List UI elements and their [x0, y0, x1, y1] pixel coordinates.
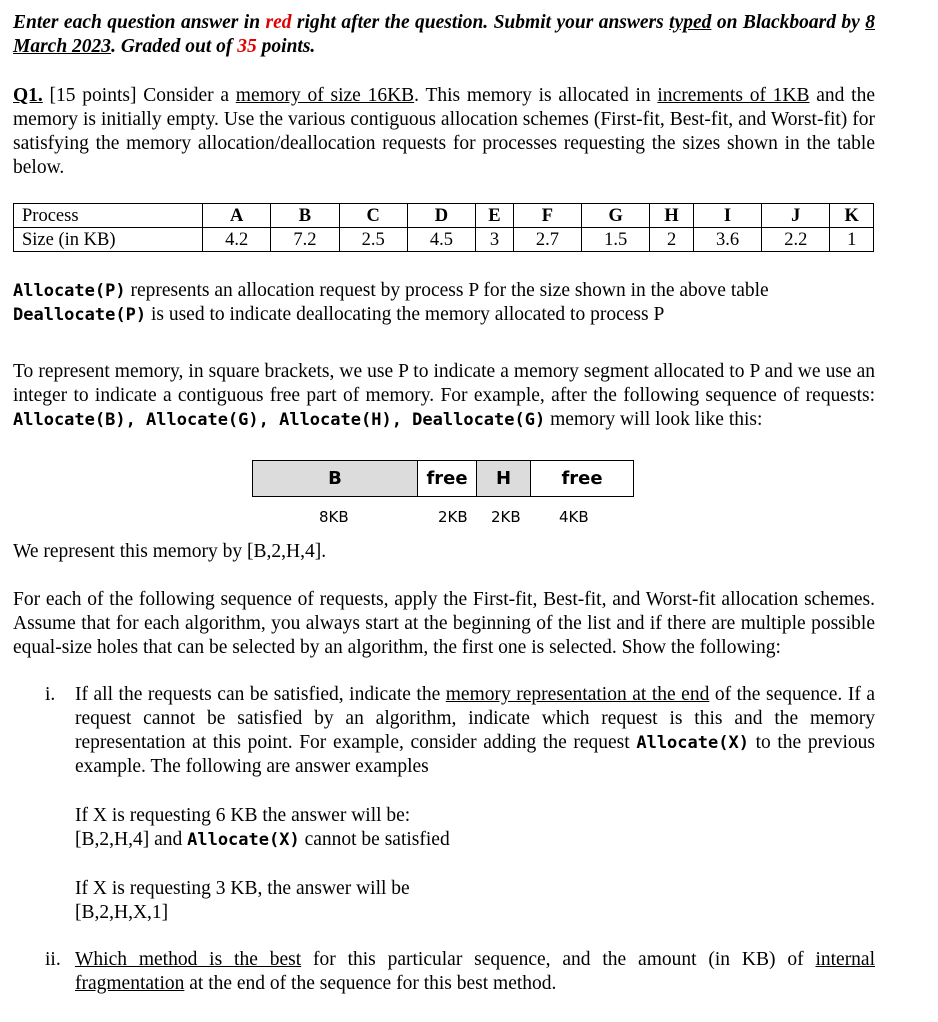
size-cell: 2.5	[339, 228, 407, 252]
size-cell: 2.7	[513, 228, 581, 252]
size-cell: 3	[476, 228, 514, 252]
q1-intro: Q1. [15 points] Consider a memory of size 16KB. This memory is allocated in increments of 1KB and the memory is initially empty. Use the various contiguous allocation schemes (First-fit, Best-fit, and Worst-fit) for satisfying the memory allocation/deallocation requests for processes requesting the sizes shown in the table below.	[13, 85, 876, 178]
instructions-text: For each of the following sequence of requests, apply the First-fit, Best-fit, and Worst-fit allocation schemes. Assume that for each algorithm, you always start at the beginning of the list and if there are multiple possible equal-size holes that can be selected by an algorithm, the first one is selected. Show the following:	[13, 589, 875, 658]
size-label: 4KB	[559, 508, 589, 526]
size-label: 2KB	[491, 508, 521, 526]
process-cell: F	[513, 204, 581, 228]
process-size-table	[13, 203, 874, 252]
process-cell: B	[271, 204, 339, 228]
process-cell: K	[830, 204, 874, 228]
process-cell: C	[339, 204, 407, 228]
segment-free: free	[561, 467, 603, 489]
process-cell: J	[762, 204, 830, 228]
process-cell: E	[476, 204, 514, 228]
segment-free: free	[418, 461, 477, 496]
size-cell: 4.5	[407, 228, 475, 252]
size-label: 2KB	[438, 508, 468, 526]
item-number: ii.	[45, 949, 61, 970]
process-cell: G	[582, 204, 650, 228]
size-cell: 7.2	[271, 228, 339, 252]
size-cell: 1	[830, 228, 874, 252]
size-label: 8KB	[319, 508, 349, 526]
representation-text: To represent memory, in square brackets, we use P to indicate a memory segment allocated to P and we use an integer to indicate a contiguous free part of memory. For example, after the following sequence of requests: Allocate(B), Allocate(G), Allocate(H), Deallocate(G) memory will look like this:	[13, 361, 875, 430]
memory-diagram	[252, 460, 634, 497]
size-cell: 1.5	[582, 228, 650, 252]
example-2: If X is requesting 3 KB, the answer will be [B,2,H,X,1]	[75, 878, 410, 923]
definitions: Allocate(P) represents an allocation request by process P for the size shown in the above table Deallocate(P) is used to indicate deallocating the memory allocated to process P	[13, 280, 769, 325]
item-number: i.	[45, 684, 56, 705]
example-1: If X is requesting 6 KB the answer will be: [B,2,H,4] and Allocate(X) cannot be satisfied	[75, 805, 450, 850]
size-cell: 2	[650, 228, 694, 252]
size-cell: 3.6	[693, 228, 761, 252]
instructions-header: Enter each question answer in red right after the question. Submit your answers typed on Blackboard by 8 March 2023. Graded out of 35 points.	[13, 12, 876, 57]
segment-h: H	[477, 461, 531, 496]
represent-line: We represent this memory by [B,2,H,4].	[13, 541, 327, 562]
size-cell: 2.2	[762, 228, 830, 252]
segment-b: B	[253, 461, 418, 496]
item-ii: Which method is the best for this particular sequence, and the amount (in KB) of internal fragmentation at the end of the sequence for this best method.	[75, 949, 876, 994]
process-cell: A	[203, 204, 271, 228]
item-i: If all the requests can be satisfied, indicate the memory representation at the end of the sequence. If a request cannot be satisfied by an algorithm, indicate which request is this and the memory representation at this point. For example, consider adding the request Allocate(X) to the previous example. The following are answer examples	[75, 684, 876, 777]
process-row: Process A B C D E F G H I J K	[14, 204, 874, 228]
size-cell: 4.2	[203, 228, 271, 252]
process-cell: I	[693, 204, 761, 228]
process-cell: D	[407, 204, 475, 228]
process-cell: H	[650, 204, 694, 228]
size-row: Size (in KB) 4.2 7.2 2.5 4.5 3 2.7 1.5 2 3.6 2.2 1	[14, 228, 874, 252]
